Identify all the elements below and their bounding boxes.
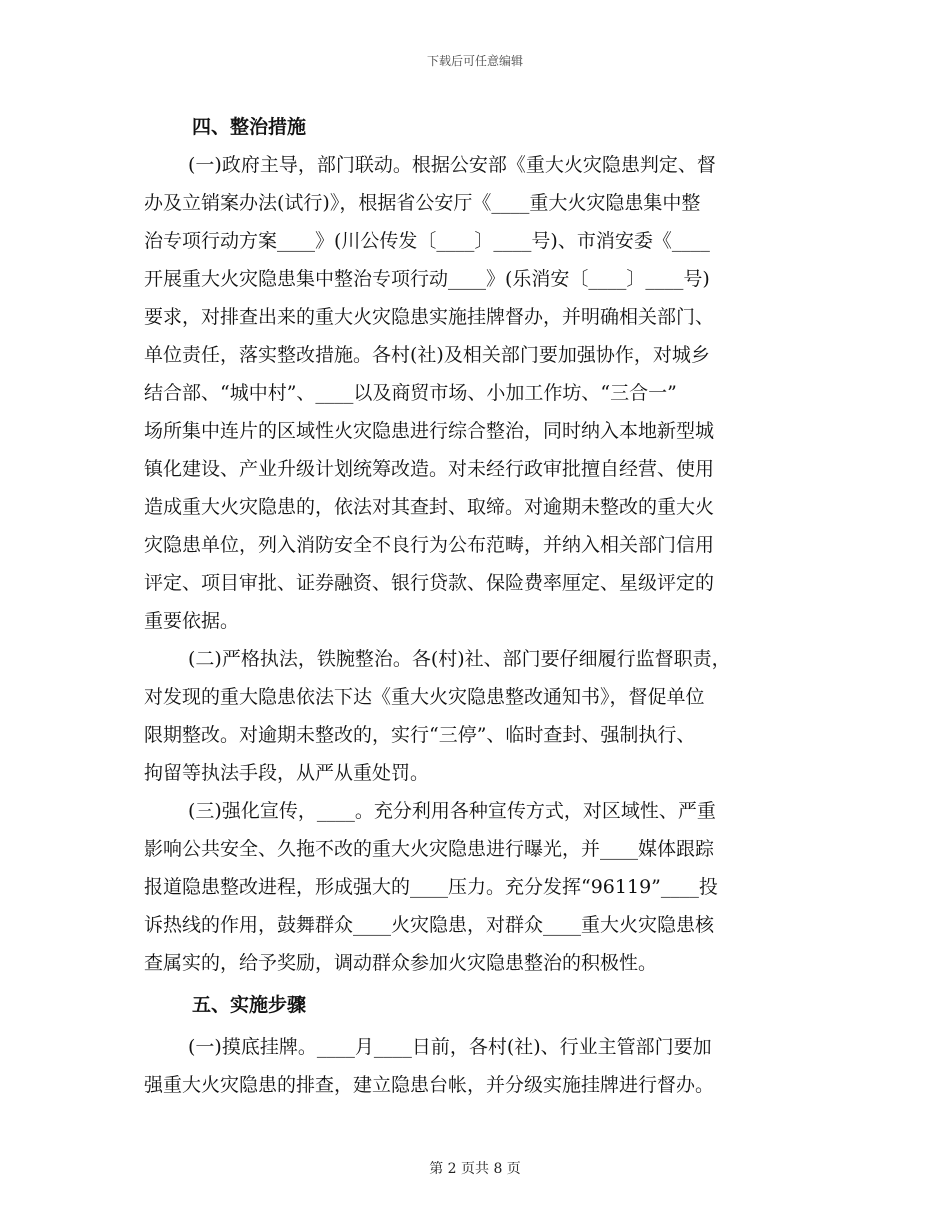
text-line: 开展重大火灾隐患集中整治专项行动____》(乐消安〔____〕____号) bbox=[144, 268, 710, 290]
text-line: 重要依据。 bbox=[144, 610, 240, 632]
text-line: (一)政府主导，部门联动。根据公安部《重大火灾隐患判定、督 bbox=[188, 154, 716, 176]
text-line: (一)摸底挂牌。____月____日前，各村(社)、行业主管部门要加 bbox=[188, 1036, 712, 1058]
text-line: 查属实的，给予奖励，调动群众参加火灾隐患整治的积极性。 bbox=[144, 952, 658, 974]
text-line: 办及立销案办法(试行)》，根据省公安厅《____重大火灾隐患集中整 bbox=[144, 192, 701, 214]
page-footer: 第 2 页共 8 页 bbox=[429, 1161, 521, 1177]
section-heading-measures: 四、整治措施 bbox=[192, 116, 307, 138]
text-line: (三)强化宣传，____。充分利用各种宣传方式，对区域性、严重 bbox=[188, 800, 716, 822]
text-line: 限期整改。对逾期未整改的，实行“三停”、临时查封、强制执行、 bbox=[144, 724, 696, 746]
paragraph-publicity bbox=[144, 792, 806, 982]
text-line: 评定、项目审批、证券融资、银行贷款、保险费率厘定、星级评定的 bbox=[144, 572, 715, 594]
text-line: 治专项行动方案____》(川公传发〔____〕____号)、市消安委《____ bbox=[144, 230, 710, 252]
text-line: 强重大火灾隐患的排查，建立隐患台帐，并分级实施挂牌进行督办。 bbox=[144, 1074, 715, 1096]
text-line: 报道隐患整改进程，形成强大的____压力。充分发挥“96119”____投 bbox=[144, 876, 718, 898]
text-line: 对发现的重大隐患依法下达《重大火灾隐患整改通知书》，督促单位 bbox=[144, 686, 705, 708]
section-heading-steps: 五、实施步骤 bbox=[192, 994, 307, 1016]
text-line: 拘留等执法手段，从严从重处罚。 bbox=[144, 762, 430, 784]
text-line: 场所集中连片的区域性火灾隐患进行综合整治，同时纳入本地新型城 bbox=[144, 420, 715, 442]
paragraph-survey-listing bbox=[144, 1028, 806, 1104]
text-line: 单位责任，落实整改措施。各村(社)及相关部门要加强协作，对城乡 bbox=[144, 344, 710, 366]
page-header: 下载后可任意编辑 bbox=[426, 54, 523, 68]
paragraph-strict-enforcement bbox=[144, 640, 806, 792]
text-line: 造成重大火灾隐患的，依法对其查封、取缔。对逾期未整改的重大火 bbox=[144, 496, 715, 518]
text-line: 灾隐患单位，列入消防安全不良行为公布范畴，并纳入相关部门信用 bbox=[144, 534, 715, 556]
text-line: 影响公共安全、久拖不改的重大火灾隐患进行曝光，并____媒体跟踪 bbox=[144, 838, 715, 860]
paragraph-government-led bbox=[144, 146, 806, 640]
text-line: 诉热线的作用，鼓舞群众____火灾隐患，对群众____重大火灾隐患核 bbox=[144, 914, 715, 936]
text-line: (二)严格执法，铁腕整治。各(村)社、部门要仔细履行监督职责， bbox=[188, 648, 731, 670]
text-line: 结合部、“城中村”、____以及商贸市场、小加工作坊、“三合一” bbox=[144, 382, 677, 404]
document-body bbox=[144, 108, 806, 1104]
text-line: 要求，对排查出来的重大火灾隐患实施挂牌督办，并明确相关部门、 bbox=[144, 306, 715, 328]
text-line: 镇化建设、产业升级计划统筹改造。对未经行政审批擅自经营、使用 bbox=[144, 458, 715, 480]
